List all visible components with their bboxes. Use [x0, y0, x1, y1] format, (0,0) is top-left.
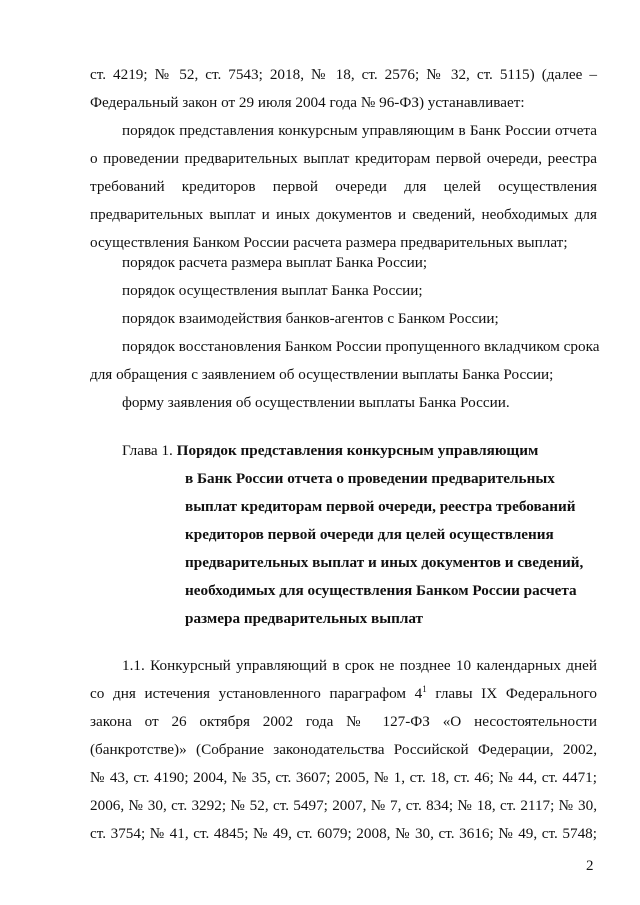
- list-item-line: порядок восстановления Банком России пропущенного вкладчиком срока: [122, 338, 600, 355]
- list-item-line: порядок представления конкурсным управляющим в Банк России отчета: [122, 122, 597, 139]
- chapter-title-line: необходимых для осуществления Банком России расчета: [185, 582, 577, 599]
- text-line: Федеральный закон от 29 июля 2004 года № 96-ФЗ) устанавливает:: [90, 94, 525, 111]
- list-item-line: осуществления Банком России расчета размера предварительных выплат;: [90, 234, 568, 251]
- paragraph-line: 2006, № 30, ст. 3292; № 52, ст. 5497; 2007, № 7, ст. 834; № 18, ст. 2117; № 30,: [90, 797, 597, 814]
- chapter-title-line: в Банк России отчета о проведении предварительных: [185, 470, 555, 487]
- list-item-line: о проведении предварительных выплат кредиторам первой очереди, реестра: [90, 150, 597, 167]
- paragraph-line: со дня истечения установленного параграфом $4^1$ главы IX Федерального: [90, 684, 598, 702]
- paragraph-line: (банкротстве)» (Собрание законодательства Российской Федерации, 2002,: [90, 741, 597, 758]
- paragraph-line: ст. 3754; № 41, ст. 4845; № 49, ст. 6079; 2008, № 30, ст. 3616; № 49, ст. 5748;: [90, 825, 597, 842]
- list-item-line: предварительных выплат и иных документов и сведений, необходимых для: [90, 206, 597, 223]
- list-item-line: для обращения с заявлением об осуществлении выплаты Банка России;: [90, 366, 554, 383]
- chapter-title-line: выплат кредиторам первой очереди, реестра требований: [185, 498, 576, 515]
- list-item: форму заявления об осуществлении выплаты Банка России.: [122, 394, 510, 411]
- chapter-heading-first-line: [122, 442, 538, 460]
- paragraph-line: 1.1. Конкурсный управляющий в срок не позднее 10 календарных дней: [122, 657, 597, 674]
- paragraph-line: № 43, ст. 4190; 2004, № 35, ст. 3607; 2005, № 1, ст. 18, ст. 46; № 44, ст. 4471;: [90, 769, 597, 786]
- chapter-title-line: кредиторов первой очереди для целей осуществления: [185, 526, 554, 543]
- page-number: 2: [586, 858, 594, 874]
- paragraph-line: закона от 26 октября 2002 года № 127-ФЗ «О несостоятельности: [90, 713, 597, 730]
- superscript: 1: [422, 684, 427, 694]
- chapter-title-line: размера предварительных выплат: [185, 610, 424, 627]
- chapter-label: Глава 1.: [122, 442, 173, 459]
- chapter-title-line: Порядок представления конкурсным управляющим: [176, 442, 539, 459]
- list-item: порядок осуществления выплат Банка России;: [122, 282, 423, 299]
- list-item: порядок расчета размера выплат Банка России;: [122, 254, 428, 271]
- text-line: ст. 4219; № 52, ст. 7543; 2018, № 18, ст. 2576; № 32, ст. 5115) (далее –: [90, 66, 597, 83]
- chapter-title-line: предварительных выплат и иных документов и сведений,: [185, 554, 584, 571]
- list-item-line: требований кредиторов первой очереди для целей осуществления: [90, 178, 597, 195]
- list-item: порядок взаимодействия банков-агентов с Банком России;: [122, 310, 499, 327]
